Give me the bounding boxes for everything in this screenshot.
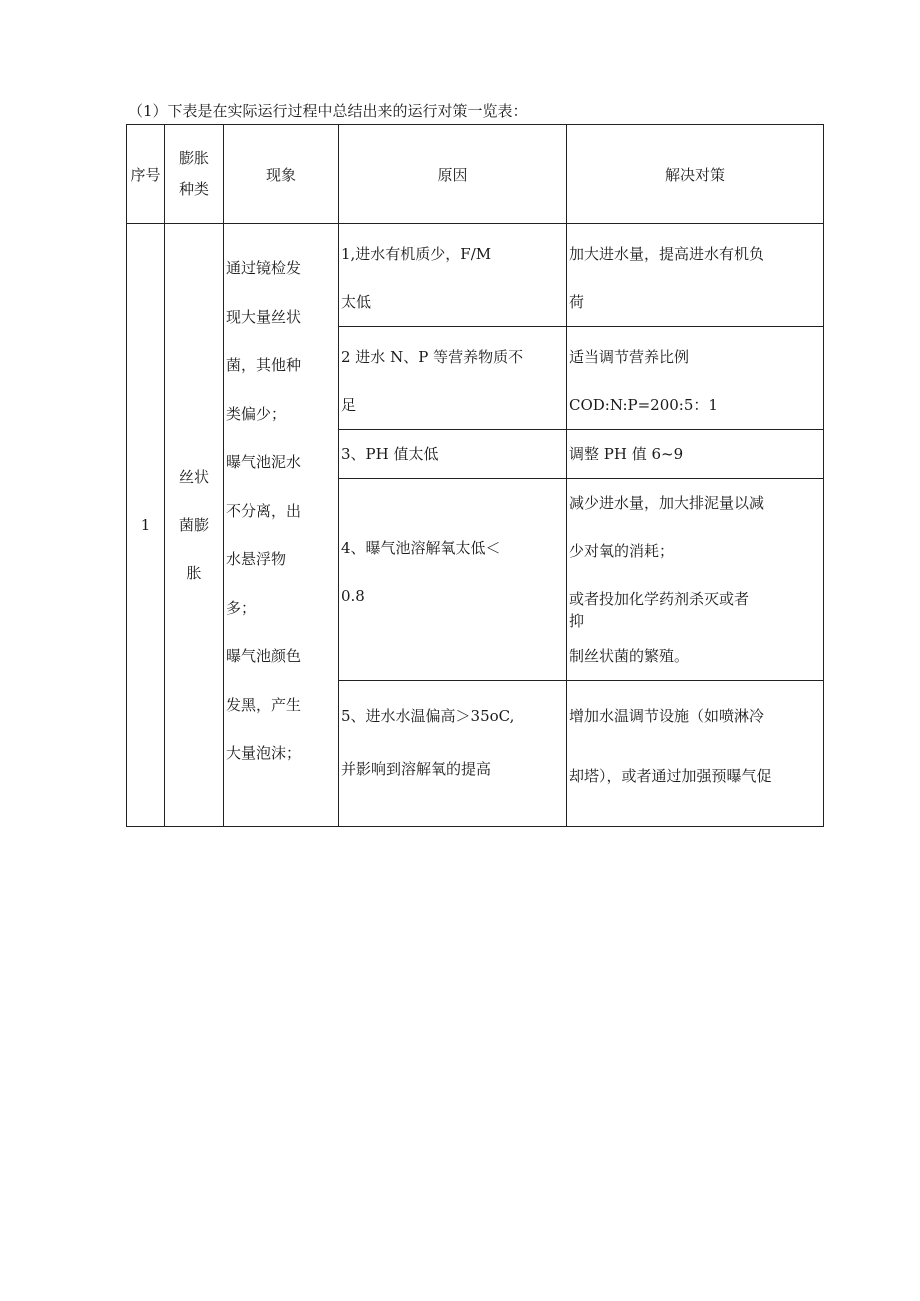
cause-cell-4: 4、曝气池溶解氧太低＜ 0.8 — [339, 479, 567, 681]
header-type: 膨胀 种类 — [165, 125, 224, 224]
solution-cell-3: 调整 PH 值 6~9 — [567, 430, 824, 479]
row-seq: 1 — [127, 224, 165, 827]
row-type: 丝状 菌膨 胀 — [165, 224, 224, 827]
cause-cell-1: 1,进水有机质少，F/M 太低 — [339, 224, 567, 327]
solution-cell-1: 加大进水量，提高进水有机负 荷 — [567, 224, 824, 327]
intro-text: （1）下表是在实际运行过程中总结出来的运行对策一览表： — [128, 102, 528, 120]
header-row — [127, 125, 824, 224]
header-seq: 序号 — [127, 125, 165, 224]
header-solution: 解决对策 — [567, 125, 824, 224]
countermeasure-table — [126, 124, 824, 827]
cause-cell-3: 3、PH 值太低 — [339, 430, 567, 479]
solution-cell-2: 适当调节营养比例 COD:N:P=200:5：1 — [567, 327, 824, 430]
header-phenomenon: 现象 — [224, 125, 339, 224]
table-row — [127, 224, 824, 327]
header-cause: 原因 — [339, 125, 567, 224]
solution-cell-5: 增加水温调节设施（如喷淋冷 却塔），或者通过加强预曝气促 — [567, 681, 824, 827]
row-phenomenon: 通过镜检发 现大量丝状 菌，其他种 类偏少； 曝气池泥水 不分离，出 水悬浮物 多； 曝气池颜色 发黑，产生 大量泡沫； — [224, 224, 339, 827]
solution-cell-4: 减少进水量，加大排泥量以减 少对氧的消耗； 或者投加化学药剂杀灭或者 抑 制丝状菌的繁殖。 — [567, 479, 824, 681]
cause-cell-5: 5、进水水温偏高＞35oC, 并影响到溶解氧的提高 — [339, 681, 567, 827]
cause-cell-2: 2 进水 N、P 等营养物质不 足 — [339, 327, 567, 430]
